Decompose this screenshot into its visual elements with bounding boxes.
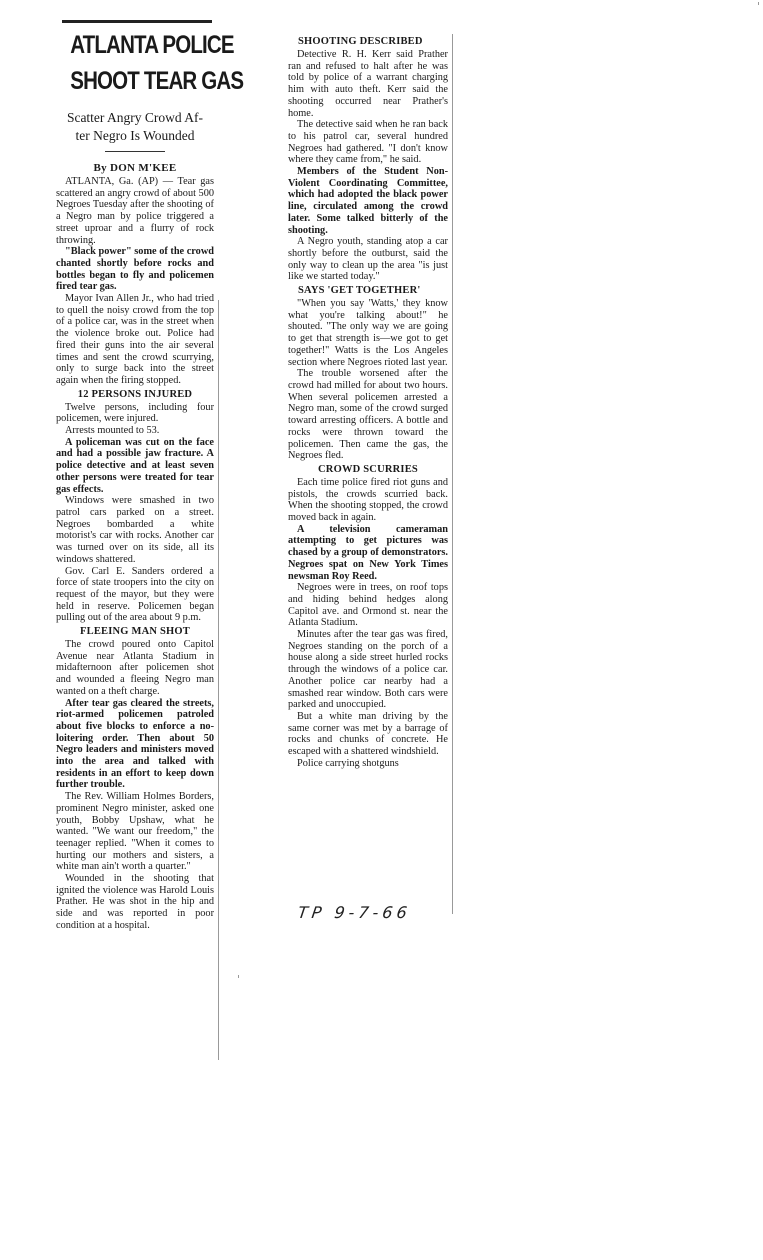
byline: By DON M'KEE (93, 162, 177, 174)
paragraph: Detective R. H. Kerr said Prather ran and refused to halt after he was told by police of a warrant charging him with auto theft. Kerr said the shooting occurred near Prather's home. (288, 49, 448, 119)
stray-mark (238, 975, 239, 978)
paragraph: The detective said when he ran back to his patrol car, several hundred Negroes had gathered. "I don't know where they came from," he said. (288, 119, 448, 166)
paragraph: "Black power" some of the crowd chanted shortly before rocks and bottles began to fly and policemen fired tear gas. (56, 246, 214, 293)
paragraph: A Negro youth, standing atop a car shortly before the outburst, said the only way to clean up the area "is just like we started today." (288, 236, 448, 283)
paragraph: The crowd poured onto Capitol Avenue near Atlanta Stadium in midafternoon after policemen shot and wounded a fleeing Negro man wanted on a theft charge. (56, 639, 214, 697)
paragraph: The Rev. William Holmes Borders, prominent Negro minister, asked one youth, Bobby Upshaw, what he wanted. "We want our freedom," the teenager replied. "When it comes to hurting our mothers and sisters, a white man ain't worth a quarter." (56, 791, 214, 873)
paragraph: But a white man driving by the same corner was met by a barrage of rocks and chunks of concrete. He escaped with a shattered windshield. (288, 710, 448, 758)
paragraph: Minutes after the tear gas was fired, Negroes standing on the porch of a house along a side street hurled rocks through the windows of a police car. Another police car nearby had a smashed rear window. Both cars were parked and unoccupied. (288, 629, 448, 711)
paragraph: Police carrying shotguns (297, 757, 399, 769)
paragraph: The trouble worsened after the crowd had milled for about two hours. When several policemen arrested a Negro man, some of the crowd surged toward arresting officers. A bottle and rocks were thrown toward the policemen. Then came the gas, the Negroes fled. (288, 368, 448, 462)
headline-line-2: SHOOT TEAR GAS (70, 67, 244, 95)
column-two-body (288, 35, 448, 769)
paragraph: Negroes were in trees, on roof tops and hiding behind hedges along Capitol ave. and Ormond st. near the Atlanta Stadium. (288, 582, 448, 629)
subheading: 12 PERSONS INJURED (77, 388, 193, 400)
column-two (288, 34, 448, 769)
subheading: CROWD SCURRIES (318, 463, 418, 475)
deck (56, 109, 214, 145)
deck-rule (105, 151, 165, 152)
column-one (56, 20, 244, 932)
column-one-edge (218, 300, 219, 1060)
paragraph: Arrests mounted to 53. (65, 425, 160, 437)
paragraph: A television cameraman attempting to get pictures was chased by a group of demonstrators. Negroes spat on New York Times newsman Roy Reed. (288, 523, 448, 582)
paragraph: Windows were smashed in two patrol cars parked on a street. Negroes bombarded a white motorist's car with rocks. Another car was turned over on its side, all its windows shattered. (56, 495, 214, 565)
paragraph: After tear gas cleared the streets, riot-armed policemen patroled about five blocks to enforce a no-loitering order. Then about 50 Negro leaders and ministers moved into the area and talked with residents in an effort to keep down further trouble. (56, 697, 214, 791)
column-one-body (56, 176, 214, 932)
headline-rule (62, 20, 212, 23)
paragraph: Twelve persons, including four policemen, were injured. (56, 401, 214, 425)
paragraph: Mayor Ivan Allen Jr., who had tried to quell the noisy crowd from the top of a police car, was in the street when the violence broke out. Police had fired their guns into the air several times and sent the crowd scurrying, only to surge back into the street again when the firing stopped. (56, 293, 214, 386)
edge-mark (758, 2, 759, 5)
deck-line-1: Scatter Angry Crowd Af- (66, 110, 204, 125)
paragraph: Wounded in the shooting that ignited the violence was Harold Louis Prather. He was shot in the hip and side and was reported in poor condition at a hospital. (56, 873, 214, 931)
subheading: FLEEING MAN SHOT (80, 626, 190, 638)
deck-line-2: ter Negro Is Wounded (75, 128, 195, 143)
paragraph: Gov. Carl E. Sanders ordered a force of state troopers into the city on request of the mayor, but they were held in reserve. Policemen began pulling out of the area about 9 p.m. (56, 565, 214, 624)
paragraph: "When you say 'Watts,' they know what you're talking about!" he shouted. "The only way we are going to get that strength is—we got to get together!" Watts is the Los Angeles section where Negroes rioted last year. (288, 298, 448, 368)
subheading: SAYS 'GET TOGETHER' (298, 285, 421, 297)
paragraph: Each time police fired riot guns and pistols, the crowds scurried back. When the shooting stopped, the crowd moved back in again. (288, 476, 448, 524)
headline-line-1: ATLANTA POLICE (70, 31, 234, 59)
handwritten-date-notation: TP 9-7-66 (296, 903, 413, 922)
subheading: SHOOTING DESCRIBED (298, 36, 423, 47)
paragraph: A policeman was cut on the face and had a possible jaw fracture. A police detective and at least seven other persons were treated for tear gas effects. (56, 436, 214, 495)
column-two-edge (452, 34, 453, 914)
paragraph: ATLANTA, Ga. (AP) — Tear gas scattered an angry crowd of about 500 Negroes Tuesday after the shooting of a Negro man by police triggered a street uproar and a flurry of rock throwing. (56, 176, 214, 246)
paragraph: Members of the Student Non-Violent Coordinating Committee, which had adopted the black power line, circulated among the crowd later. Some talked bitterly of the shooting. (288, 166, 448, 236)
